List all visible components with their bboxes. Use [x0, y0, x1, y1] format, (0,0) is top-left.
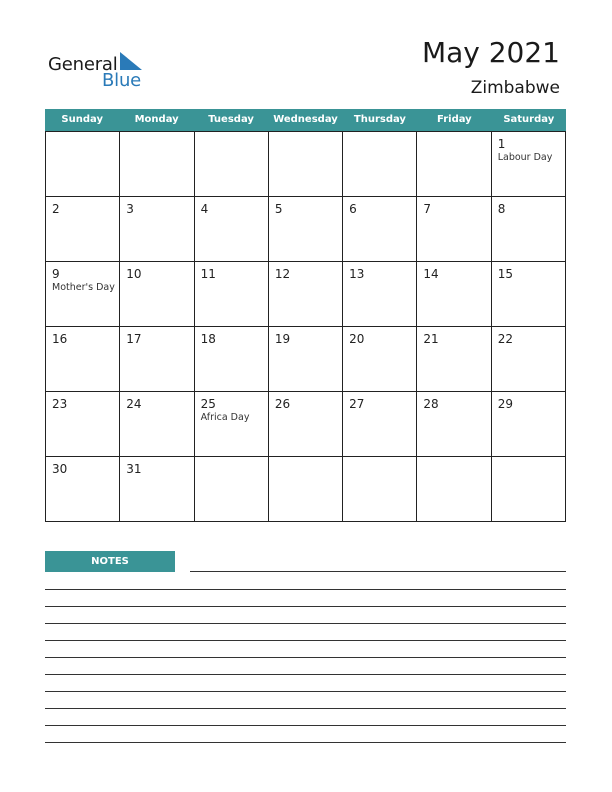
calendar-day-cell	[269, 197, 343, 262]
day-number: 25	[200, 397, 216, 411]
calendar-day-cell	[120, 197, 194, 262]
notes-line	[45, 606, 566, 607]
day-number: 10	[126, 267, 142, 281]
calendar-day-cell	[417, 262, 491, 327]
notes-label: NOTES	[45, 551, 175, 572]
calendar-day-cell	[492, 132, 566, 197]
calendar-day-cell	[269, 327, 343, 392]
day-number: 21	[423, 332, 439, 346]
day-number: 19	[274, 332, 291, 346]
day-number: 6	[349, 202, 357, 216]
day-number: 7	[423, 202, 432, 216]
day-number: 13	[349, 267, 365, 281]
day-number: 27	[349, 397, 365, 411]
notes-line	[45, 623, 566, 624]
calendar-day-cell	[269, 392, 343, 457]
day-number: 18	[200, 332, 216, 346]
calendar-day-cell	[269, 132, 343, 197]
day-number: 3	[126, 202, 134, 216]
notes-line	[45, 742, 566, 743]
weekday-header	[45, 109, 566, 131]
generalblue-logo	[48, 52, 148, 92]
calendar-day-cell	[417, 457, 491, 522]
calendar-day-cell	[343, 132, 417, 197]
logo-triangle-icon	[120, 52, 142, 70]
day-number: 16	[52, 332, 68, 346]
calendar-day-cell	[195, 457, 269, 522]
calendar-day-cell	[46, 197, 120, 262]
calendar-day-cell	[492, 197, 566, 262]
calendar-day-cell	[120, 457, 194, 522]
calendar-day-cell	[195, 197, 269, 262]
notes-line	[45, 640, 566, 641]
calendar-day-cell	[46, 457, 120, 522]
day-number: 1	[497, 137, 506, 151]
holiday-label: Mother's Day	[52, 282, 115, 293]
day-number: 17	[126, 332, 142, 346]
weekday-thursday: Thursday	[353, 114, 406, 125]
notes-line	[45, 674, 566, 675]
day-number: 2	[52, 202, 60, 216]
weekday-sunday: Sunday	[61, 114, 103, 125]
calendar-day-cell	[492, 262, 566, 327]
calendar-day-cell	[417, 132, 491, 197]
day-number: 23	[52, 397, 68, 411]
calendar-day-cell	[46, 392, 120, 457]
day-number: 5	[274, 202, 283, 216]
notes-line	[45, 725, 566, 726]
calendar-day-cell	[492, 327, 566, 392]
holiday-label: Africa Day	[200, 412, 250, 423]
holiday-label: Labour Day	[497, 152, 553, 163]
calendar-day-cell	[269, 457, 343, 522]
day-number: 31	[126, 462, 142, 476]
calendar-day-cell	[343, 327, 417, 392]
calendar-day-cell	[343, 262, 417, 327]
notes-line	[45, 708, 566, 709]
notes-line	[45, 657, 566, 658]
calendar-day-cell	[46, 262, 120, 327]
calendar-day-cell	[269, 262, 343, 327]
calendar-day-cell	[417, 327, 491, 392]
day-number: 14	[423, 267, 439, 281]
calendar-day-cell	[343, 457, 417, 522]
logo-word-general: General	[48, 54, 118, 75]
day-number: 28	[423, 397, 439, 411]
calendar-day-cell	[343, 197, 417, 262]
day-number: 26	[274, 397, 291, 411]
notes-line	[45, 691, 566, 692]
calendar-day-cell	[492, 457, 566, 522]
weekday-saturday: Saturday	[503, 114, 555, 125]
notes-line	[45, 589, 566, 590]
calendar-day-cell	[417, 392, 491, 457]
calendar-day-cell	[195, 132, 269, 197]
day-number: 12	[274, 267, 291, 281]
country-name: Zimbabwe	[470, 78, 560, 98]
calendar-day-cell	[343, 392, 417, 457]
day-number: 30	[52, 462, 68, 476]
day-number: 24	[126, 397, 142, 411]
calendar-day-cell	[492, 392, 566, 457]
calendar-day-cell	[195, 392, 269, 457]
calendar-day-cell	[120, 262, 194, 327]
day-number: 9	[52, 267, 60, 281]
calendar-day-cell	[195, 327, 269, 392]
calendar-day-cell	[46, 327, 120, 392]
weekday-friday: Friday	[437, 114, 472, 125]
day-number: 4	[200, 202, 209, 216]
notes-line	[190, 571, 566, 572]
day-number: 20	[349, 332, 365, 346]
day-number: 8	[497, 202, 506, 216]
calendar-day-cell	[120, 132, 194, 197]
calendar-title: May 2021	[421, 36, 560, 69]
day-number: 29	[497, 397, 513, 411]
day-number: 15	[497, 267, 513, 281]
calendar-day-cell	[46, 132, 120, 197]
weekday-monday: Monday	[134, 114, 179, 125]
calendar-day-cell	[417, 197, 491, 262]
day-number: 22	[497, 332, 513, 346]
day-grid	[45, 131, 566, 522]
calendar-day-cell	[120, 327, 194, 392]
calendar-day-cell	[195, 262, 269, 327]
logo-word-blue: Blue	[102, 70, 142, 91]
weekday-tuesday: Tuesday	[208, 114, 254, 125]
month-calendar	[45, 109, 566, 522]
weekday-wednesday: Wednesday	[273, 114, 338, 125]
calendar-day-cell	[120, 392, 194, 457]
day-number: 11	[200, 267, 216, 281]
